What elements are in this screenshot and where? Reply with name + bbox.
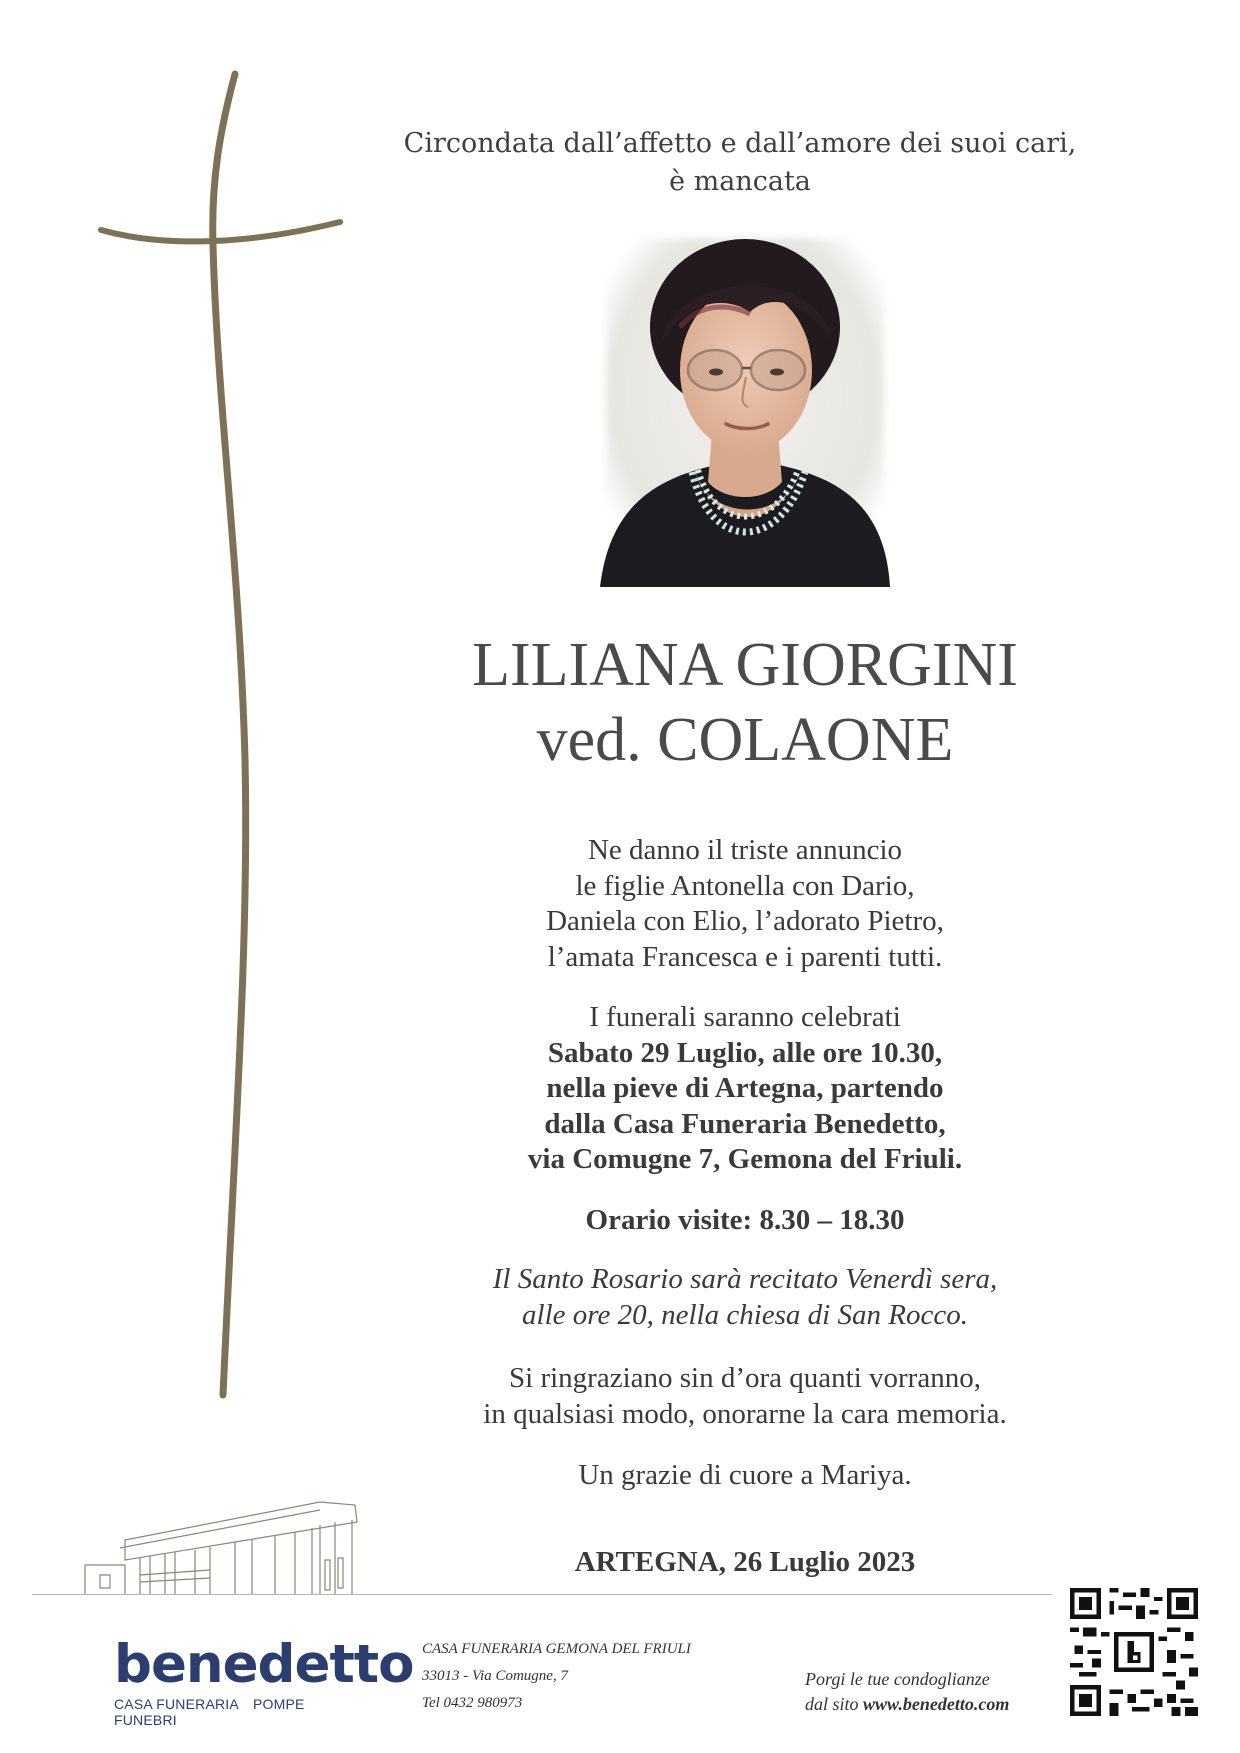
thanks-line: in qualsiasi modo, onorarne la cara memoria. — [483, 1397, 1007, 1430]
condolences-line — [805, 1692, 1065, 1717]
website-link[interactable]: www.benedetto.com — [863, 1694, 1010, 1714]
visiting-hours: Orario visite: 8.30 – 18.30 — [585, 1204, 905, 1236]
funeral-detail: Sabato 29 Luglio, alle ore 10.30, — [547, 1036, 943, 1069]
condolences-note — [805, 1667, 1065, 1717]
logo-sub-casa: CASA FUNERARIA — [114, 1696, 239, 1712]
qr-code[interactable] — [1070, 1588, 1198, 1716]
intro-text — [400, 125, 1080, 201]
condolences-line: Porgi le tue condoglianze — [805, 1669, 990, 1689]
deceased-name — [400, 628, 1090, 778]
special-thanks: Un grazie di cuore a Mariya. — [578, 1459, 912, 1491]
married-name: ved. COLAONE — [536, 706, 954, 774]
rosary-line: Il Santo Rosario sarà recitato Venerdì sera, — [492, 1263, 998, 1295]
announcement-line: Ne danno il triste annuncio — [587, 834, 903, 866]
thanks-line: Si ringraziano sin d’ora quanti vorranno, — [509, 1362, 981, 1394]
address-line: Tel 0432 980973 — [422, 1695, 523, 1711]
place-date: ARTEGNA, 26 Luglio 2023 — [574, 1546, 916, 1578]
thanks-block — [400, 1361, 1090, 1432]
rosary-line: alle ore 20, nella chiesa di San Rocco. — [522, 1298, 968, 1331]
address-line: 33013 - Via Comugne, 7 — [422, 1668, 568, 1684]
announcement-line: le figlie Antonella con Dario, — [575, 869, 915, 902]
logo-subtitle — [114, 1696, 374, 1728]
rosary-block — [400, 1262, 1090, 1333]
intro-line: è mancata — [669, 166, 811, 197]
funeral-detail: nella pieve di Artegna, partendo — [546, 1072, 944, 1104]
condolences-prefix: dal sito — [805, 1694, 864, 1714]
portrait-photo — [600, 232, 890, 587]
footer-divider — [32, 1594, 1052, 1595]
logo-sub-pompe: POMPE FUNEBRI — [114, 1696, 305, 1728]
announcement-line: l’amata Francesca e i parenti tutti. — [547, 940, 943, 973]
funeral-intro: I funerali saranno celebrati — [589, 1001, 901, 1033]
announcement-line: Daniela con Elio, l’adorato Pietro, — [546, 905, 944, 937]
funeral-home-address — [422, 1636, 762, 1717]
building-illustration — [80, 1470, 400, 1600]
funeral-detail: via Comugne 7, Gemona del Friuli. — [527, 1143, 963, 1175]
cross-icon — [95, 70, 355, 1420]
benedetto-logo: benedetto — [114, 1634, 414, 1695]
full-name: LILIANA GIORGINI — [472, 631, 1018, 699]
funeral-block — [400, 1000, 1090, 1178]
announcement-block — [400, 833, 1090, 975]
funeral-detail: dalla Casa Funeraria Benedetto, — [544, 1107, 946, 1140]
intro-line: Circondata dall’affetto e dall’amore dei suoi cari, — [403, 128, 1077, 159]
address-line: CASA FUNERARIA GEMONA DEL FRIULI — [422, 1641, 691, 1657]
